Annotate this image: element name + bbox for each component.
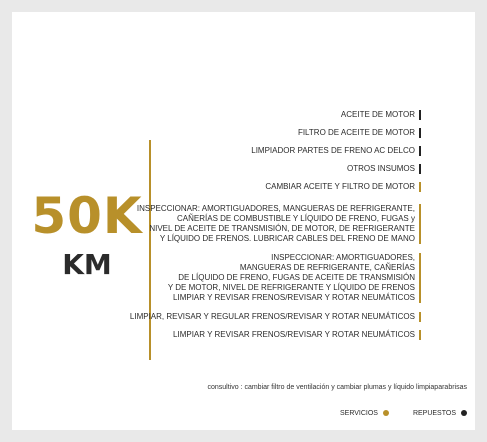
item-line: NIVEL DE ACEITE DE TRANSMISIÓN, DE MOTOR, DE REFRIGERANTE	[149, 224, 415, 233]
mileage-number: 50K	[31, 187, 143, 245]
parts-item	[347, 164, 421, 174]
service-item	[265, 182, 421, 192]
service-item	[137, 204, 421, 244]
parts-item	[298, 128, 421, 138]
service-item	[173, 330, 421, 340]
item-line: OTROS INSUMOS	[346, 164, 415, 173]
item-line: Y DE MOTOR, NIVEL DE REFRIGERANTE Y LÍQUIDO DE FRENOS	[167, 283, 415, 292]
service-item	[168, 253, 421, 303]
legend-services	[340, 410, 389, 417]
item-line: INSPECCIONAR: AMORTIGUADORES,	[271, 253, 415, 262]
mileage-unit: KM	[62, 248, 112, 281]
legend-parts-dot	[461, 410, 467, 416]
item-line: LIMPIADOR PARTES DE FRENO AC DELCO	[251, 146, 415, 155]
item-line: LIMPIAR Y REVISAR FRENOS/REVISAR Y ROTAR NEUMÁTICOS	[173, 293, 415, 302]
item-line: CAMBIAR ACEITE Y FILTRO DE MOTOR	[265, 182, 415, 191]
parts-item	[341, 110, 421, 120]
legend-parts-label: REPUESTOS	[412, 410, 456, 417]
service-item	[130, 312, 421, 322]
legend-services-label: SERVICIOS	[339, 410, 378, 417]
advisory-note: consultivo : cambiar filtro de ventilación y cambiar plumas y líquido limpiaparabrisas	[207, 384, 467, 391]
item-line: INSPECCIONAR: AMORTIGUADORES, MANGUERAS DE REFRIGERANTE,	[136, 204, 415, 213]
maintenance-card	[12, 12, 475, 430]
item-line: ACEITE DE MOTOR	[340, 110, 415, 119]
legend-services-dot	[383, 410, 389, 416]
separator-line	[149, 140, 151, 360]
item-line: CAÑERÍAS DE COMBUSTIBLE Y LÍQUIDO DE FRENO, FUGAS y	[177, 214, 415, 223]
item-line: DE LÍQUIDO DE FRENO, FUGAS DE ACEITE DE TRANSMISIÓN	[178, 273, 415, 282]
item-line: Y LÍQUIDO DE FRENOS. LUBRICAR CABLES DEL FRENO DE MANO	[159, 234, 415, 243]
legend	[318, 410, 467, 417]
item-line: LIMPIAR Y REVISAR FRENOS/REVISAR Y ROTAR NEUMÁTICOS	[173, 330, 415, 339]
item-line: FILTRO DE ACEITE DE MOTOR	[297, 128, 415, 137]
parts-item	[251, 146, 421, 156]
legend-parts	[413, 410, 467, 417]
item-line: MANGUERAS DE REFRIGERANTE, CAÑERÍAS	[239, 263, 415, 272]
item-line: LIMPIAR, REVISAR Y REGULAR FRENOS/REVISAR Y ROTAR NEUMÁTICOS	[129, 312, 415, 321]
